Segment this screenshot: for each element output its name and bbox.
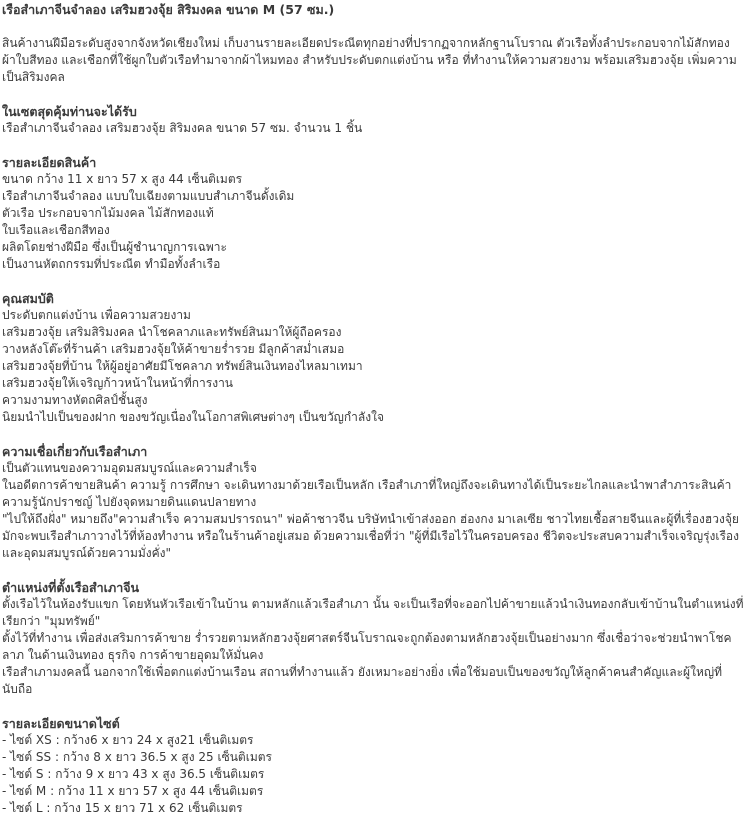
section-heading-belief: ความเชื่อเกี่ยวกับเรือสำเภา <box>2 444 148 459</box>
section-heading-properties: คุณสมบัติ <box>2 291 54 306</box>
placement-line: ตั้งไว้ที่ทำงาน เพื่อส่งเสริมการค้าขาย ร่ำรวยตามหลักฮวงจุ้ยศาสตร์จีนโบราณจะถูกต้องตามหลักฮวงจุ้ยเป็นอย่างมาก ซึ่งเชื่อว่าจะช่วยนำพาโชคลาภ ในด้านเงินทอง ธุรกิจ การค้าขายอุดมให้มั่นคง <box>2 631 732 662</box>
details-line: ตัวเรือ ประกอบจากไม้มงคล ไม้สักทองแท้ <box>2 206 214 220</box>
section-belief <box>2 443 748 562</box>
property-line: เสริมฮวงจุ้ยที่บ้าน ให้ผู้อยู่อาศัยมีโชคลาภ ทรัพย์สินเงินทองไหลมาเทมา <box>2 359 363 373</box>
property-line: นิยมนำไปเป็นของฝาก ของขวัญเนื่องในโอกาสพิเศษต่างๆ เป็นขวัญกำลังใจ <box>2 410 385 424</box>
placement-line: เรือสำเภามงคลนี้ นอกจากใช้เพื่อตกแต่งบ้านเรือน สถานที่ทำงานแล้ว ยังเหมาะอย่างยิ่ง เพื่อใช้มอบเป็นของขวัญให้ลูกค้าคนสำคัญและผู้ใหญ่ที่นับถือ <box>2 665 722 696</box>
product-title: เรือสำเภาจีนจำลอง เสริมฮวงจุ้ย สิริมงคล ขนาด M (57 ซม.) <box>2 2 335 17</box>
size-line: - ไซต์ M : กว้าง 11 x ยาว 57 x สูง 44 เซ็นติเมตร <box>2 784 264 798</box>
section-sizes <box>2 715 748 817</box>
property-line: ความงามทางหัตถศิลป์ชั้นสูง <box>2 393 148 407</box>
placement-line: ตั้งเรือไว้ในห้องรับแขก โดยหันหัวเรือเข้าในบ้าน ตามหลักแล้วเรือสำเภา นั้น จะเป็นเรือที่จะออกไปค้าขายแล้วนำเงินทองกลับเข้าบ้านในตำแหน่งที่เรียกว่า "มุมทรัพย์" <box>2 597 744 628</box>
section-properties <box>2 290 748 426</box>
property-line: เสริมฮวงจุ้ยให้เจริญก้าวหน้าในหน้าที่การงาน <box>2 376 234 390</box>
section-heading-details: รายละเอียดสินค้า <box>2 155 97 170</box>
section-heading-sizes: รายละเอียดขนาดไซต์ <box>2 716 120 731</box>
section-placement <box>2 579 748 698</box>
size-line: - ไซต์ SS : กว้าง 8 x ยาว 36.5 x สูง 25 เซ็นติเมตร <box>2 750 272 764</box>
property-line: ประดับตกแต่งบ้าน เพื่อความสวยงาม <box>2 308 191 322</box>
set-line: เรือสำเภาจีนจำลอง เสริมฮวงจุ้ย สิริมงคล ขนาด 57 ซม. จำนวน 1 ชิ้น <box>2 121 363 135</box>
belief-line: เป็นตัวแทนของความอุดมสมบูรณ์และความสำเร็จ <box>2 461 257 475</box>
section-heading-placement: ตำแหน่งที่ตั้งเรือสำเภาจีน <box>2 580 140 595</box>
property-line: เสริมฮวงจุ้ย เสริมสิริมงคล นำโชคลาภและทรัพย์สินมาให้ผู้ถือครอง <box>2 325 342 339</box>
property-line: วางหลังโต๊ะที่ร้านค้า เสริมฮวงจุ้ยให้ค้าขายร่ำรวย มีลูกค้าสม่ำเสมอ <box>2 342 345 356</box>
size-line: - ไซต์ XS : กว้าง6 x ยาว 24 x สูง21 เซ็นติเมตร <box>2 733 254 747</box>
intro-paragraph: สินค้างานฝีมือระดับสูงจากจังหวัดเชียงใหม่ เก็บงานรายละเอียดประณีตทุกอย่างที่ปรากฏจากหลักฐานโบราณ ตัวเรือทั้งลำประกอบจากไม้สักทอง ผ้าใบสีทอง และเชือกที่ใช้ผูกใบตัวเรือทำมาจากผ้าไหมทอง สำหรับประดับตกแต่งบ้าน หรือ ที่ทำงานให้ความสวยงาม พร้อมเสริมฮวงจุ้ย เพิ่มความเป็นสิริมงคล <box>2 36 737 84</box>
section-details <box>2 154 748 273</box>
section-heading-set: ในเซตสุดคุ้มท่านจะได้รับ <box>2 104 137 119</box>
details-line: ใบเรือและเชือกสีทอง <box>2 223 110 237</box>
belief-line: ในอดีตการค้าขายสินค้า ความรู้ การศึกษา จะเดินทางมาด้วยเรือเป็นหลัก เรือสำเภาที่ใหญ่ถึงจะเดินทางได้เป็นระยะไกลและนำพาสำภาระสินค้า ความรู้นักปราชญ์ ไปยังจุดหมายดินแดนปลายทาง <box>2 478 732 509</box>
belief-line: "ไปให้ถึงฝั่ง" หมายถึง"ความสำเร็จ ความสมปรารถนา" พ่อค้าชาวจีน บริษัทนำเข้าส่งออก ฮ่องกง มาเลเซีย ชาวไทยเชื้อสายจีนและผู้ที่เรื่องฮวงจุ้ย มักจะพบเรือสำเภาวางไว้ที่ห้องทำงาน หรือในร้านค้าอยู่เสมอ ด้วยความเชื่อที่ว่า "ผู้ที่มีเรือไว้ในครอบครอง ชีวิตจะประสบความสำเร็จเจริญรุ่งเรือง และอุดมสมบูรณ์ด้วยความมั่งคั่ง" <box>2 512 739 560</box>
details-line: เรือสำเภาจีนจำลอง แบบใบเฉียงตามแบบสำเภาจีนดั้งเดิม <box>2 189 295 203</box>
size-line: - ไซต์ L : กว้าง 15 x ยาว 71 x 62 เซ็นติเมตร <box>2 801 243 815</box>
details-line: ผลิตโดยช่างฝีมือ ซึ่งเป็นผู้ชำนาญการเฉพาะ <box>2 240 227 254</box>
size-line: - ไซต์ S : กว้าง 9 x ยาว 43 x สูง 36.5 เซ็นติเมตร <box>2 767 265 781</box>
details-line: เป็นงานหัตถกรรมที่ประณีต ทำมือทั้งลำเรือ <box>2 257 221 271</box>
details-line: ขนาด กว้าง 11 x ยาว 57 x สูง 44 เซ็นติเมตร <box>2 172 243 186</box>
section-set <box>2 103 748 137</box>
